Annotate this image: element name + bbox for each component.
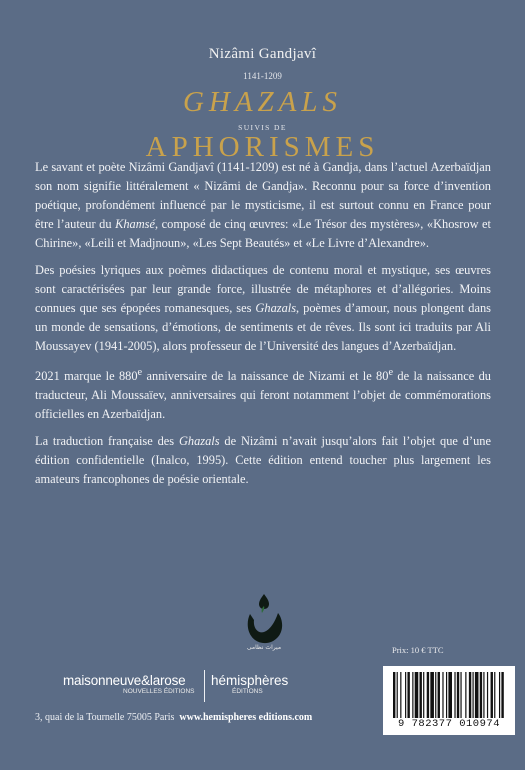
italic-text: Ghazals (178, 434, 220, 449)
logo-caption: میراث نظامی (246, 644, 282, 651)
paragraph (35, 261, 491, 356)
italic-text: Khamsé (115, 217, 155, 231)
superscript: e (388, 367, 394, 378)
price-label: Prix: 10 € TTC (392, 645, 444, 655)
website-link[interactable]: www.hemispheres editions.com (179, 712, 313, 723)
superscript: e (137, 367, 143, 378)
author-dates: 1141-1209 (243, 71, 282, 81)
isbn-barcode (383, 666, 515, 735)
text-span: , poèmes d’amour, nous plongent dans un monde de sensations, d’émotions, de sentiments et de rêves. Ils sont ici traduits par Ali Moussayev (1941-2005), alors professeur de l’Université des langues d’Azerbaïdjan. (35, 301, 492, 353)
title-connector: SUIVIS DE (238, 123, 287, 132)
publisher-logo-hemispheres: hémisphères (211, 673, 289, 688)
publisher-sub-maisonneuve: NOUVELLES ÉDITIONS (123, 688, 195, 695)
author-name: Nizâmi Gandjavî (208, 46, 317, 62)
text-span: de Nizâmi n’avait jusqu’alors fait l’objet que d’une édition confidentielle (Inalco, 1995). Cette édition entend toucher plus largement les amateurs francophones de poésie orientale. (35, 434, 491, 487)
text-span: La traduction française des (35, 434, 179, 449)
text-span: , composé de cinq œuvres: «Le Trésor des mystères», «Khosrow et Chirine», «Leili et Madjnoun», «Les Sept Beautés» et «Le Livre d’Alexandre». (35, 217, 491, 250)
stylized-letter-logo-icon (242, 592, 286, 648)
publisher-divider (204, 670, 205, 702)
text-span: Des poésies lyriques aux poèmes didactiques de contenu moral et mystique, ses œuvres sont caractérisées par leur grande force, illustrée de métaphores et d’allégories. Moins connues que ses épopées romanesques, ses (35, 263, 491, 315)
book-subtitle: APHORISMES (145, 131, 380, 163)
text-span: Le savant et poète Nizâmi Gandjavî (1141-1209) est né à Gandja, dans l’actuel Azerbaïdjan son nom signifie littéralement « Nizâmi de Gandja». Reconnu pour sa force d’invention poétique, profondément influencé par le mysticisme, il est surtout connu en France pour être l’auteur du (35, 160, 491, 231)
text-span: de la naissance du traducteur, Ali Moussaïev, anniversaires qui feront notamment l’objet de commémorations officielles en Azerbaïdjan. (35, 369, 491, 422)
text-span: anniversaire de la naissance de Nizami et le 80 (142, 369, 389, 384)
publisher-sub-hemispheres: ÉDITIONS (232, 688, 263, 695)
text-span: 2021 marque le 880 (35, 369, 138, 384)
publisher-logo-maisonneuve: maisonneuve&larose (63, 673, 186, 688)
book-title: GHAZALS (182, 86, 343, 118)
paragraph (35, 363, 491, 424)
paragraph (35, 432, 491, 489)
paragraph (35, 158, 491, 253)
street-address: 3, quai de la Tournelle 75005 Paris (35, 712, 175, 723)
back-cover-blurb (35, 158, 491, 497)
publisher-address (35, 712, 312, 723)
isbn-number: 9 782377 010974 (397, 718, 500, 730)
italic-text: Ghazals (255, 301, 297, 315)
barcode-bars (393, 672, 505, 718)
